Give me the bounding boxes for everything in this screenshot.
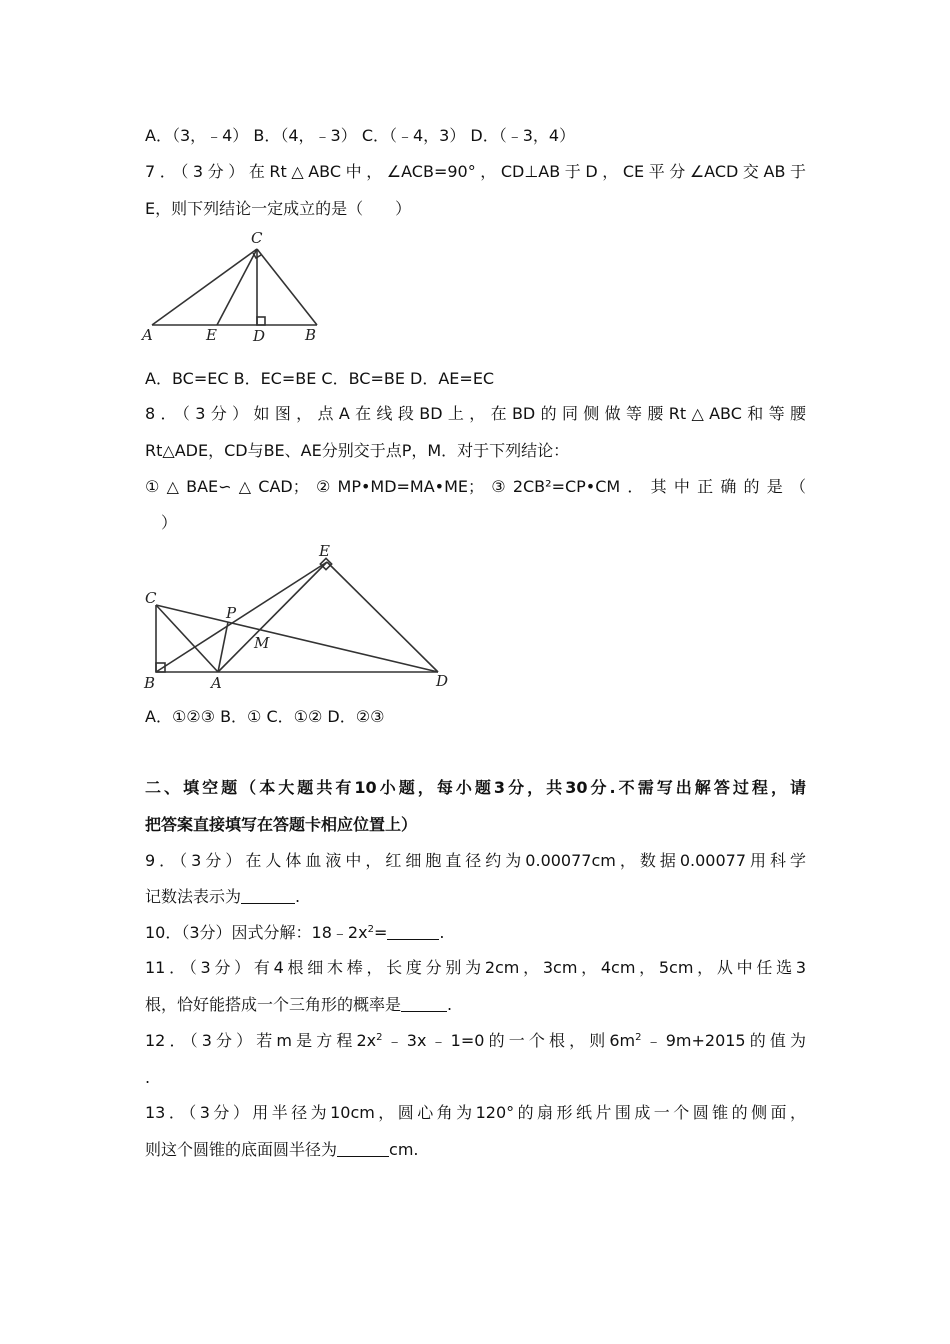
q11-period: . — [447, 995, 453, 1014]
q8-stem-line2: Rt△ADE，CD与BE、AE分别交于点P，M．对于下列结论： — [145, 441, 570, 460]
q8-stem-line4: ） — [145, 513, 178, 532]
q10-stem — [145, 922, 444, 944]
q8-label-e: E — [319, 542, 330, 560]
q10-exponent: 2 — [367, 924, 374, 935]
q12-text-2: ﹣3x﹣1=0的一个根，则6m — [382, 1031, 636, 1050]
q7-label-d: D — [253, 327, 266, 345]
q11-stem-line2 — [145, 994, 452, 1016]
q13-unit: cm. — [389, 1140, 419, 1159]
q8-label-a: A — [211, 674, 222, 692]
q9-stem-line2 — [145, 886, 300, 908]
q11-answer-blank[interactable] — [401, 997, 447, 1012]
q7-label-b: B — [305, 326, 317, 344]
q12-text-3: ﹣9m+2015的值为 — [641, 1031, 806, 1050]
q8-label-p: P — [226, 604, 237, 622]
section2-heading-line1: 二、填空题（本大题共有10小题，每小题3分，共30分.不需写出解答过程，请 — [145, 778, 806, 797]
q10-equals: = — [373, 923, 388, 942]
q8-stem-line3: ①△BAE∽△CAD；②MP•MD=MA•ME；③2CB²=CP•CM．其中正确的是（ — [145, 477, 806, 496]
q7-label-c: C — [251, 229, 263, 247]
q13-stem-line1: 13．（3分）用半径为10cm，圆心角为120°的扇形纸片围成一个圆锥的侧面， — [145, 1103, 806, 1122]
q12-exponent-2: 2 — [635, 1032, 642, 1043]
q13-stem-line2 — [145, 1139, 418, 1161]
q8-figure — [140, 540, 460, 695]
q13-text: 则这个圆锥的底面圆半径为 — [145, 1140, 338, 1159]
q10-text: 10．（3分）因式分解：18﹣2x — [145, 923, 368, 942]
q10-answer-blank[interactable] — [387, 925, 439, 940]
q10-period: . — [439, 923, 445, 942]
q12-exponent-1: 2 — [376, 1032, 383, 1043]
q13-answer-blank[interactable] — [337, 1142, 389, 1157]
section2-heading-line2: 把答案直接填写在答题卡相应位置上） — [145, 815, 418, 834]
q12-stem-line2: . — [145, 1068, 151, 1087]
q7-label-e: E — [206, 326, 217, 344]
q8-label-d: D — [436, 672, 449, 690]
q11-text: 根，恰好能搭成一个三角形的概率是 — [145, 995, 402, 1014]
q7-options: A．BC=EC B．EC=BE C．BC=BE D．AE=EC — [145, 369, 495, 388]
q8-label-m: M — [254, 634, 270, 652]
q11-stem-line1: 11．（3分）有4根细木棒，长度分别为2cm，3cm，4cm，5cm，从中任选3 — [145, 958, 806, 977]
q9-text: 记数法表示为 — [145, 887, 242, 906]
q8-stem-line1: 8．（3分）如图，点A在线段BD上，在BD的同侧做等腰Rt△ABC和等腰 — [145, 404, 806, 423]
q7-stem-line1: 7．（3分）在Rt△ABC中，∠ACB=90°，CD⊥AB于D，CE平分∠ACD交AB于 — [145, 162, 806, 181]
q12-stem-line1 — [145, 1030, 806, 1052]
q9-period: . — [295, 887, 301, 906]
q8-label-b: B — [144, 674, 156, 692]
q7-label-a: A — [142, 326, 153, 344]
q7-figure — [140, 228, 330, 346]
q8-options: A．①②③ B．① C．①② D．②③ — [145, 707, 385, 726]
q9-answer-blank[interactable] — [241, 889, 295, 904]
q9-stem-line1: 9．（3分）在人体血液中，红细胞直径约为0.00077cm，数据0.00077用科学 — [145, 851, 806, 870]
q8-label-c: C — [145, 589, 157, 607]
q7-stem-line2: E，则下列结论一定成立的是（ ） — [145, 199, 412, 218]
q6-options: A．（3，﹣4） B．（4，﹣3） C．（﹣4，3） D．（﹣3，4） — [145, 126, 576, 145]
q12-text-1: 12．（3分）若m是方程2x — [145, 1031, 377, 1050]
